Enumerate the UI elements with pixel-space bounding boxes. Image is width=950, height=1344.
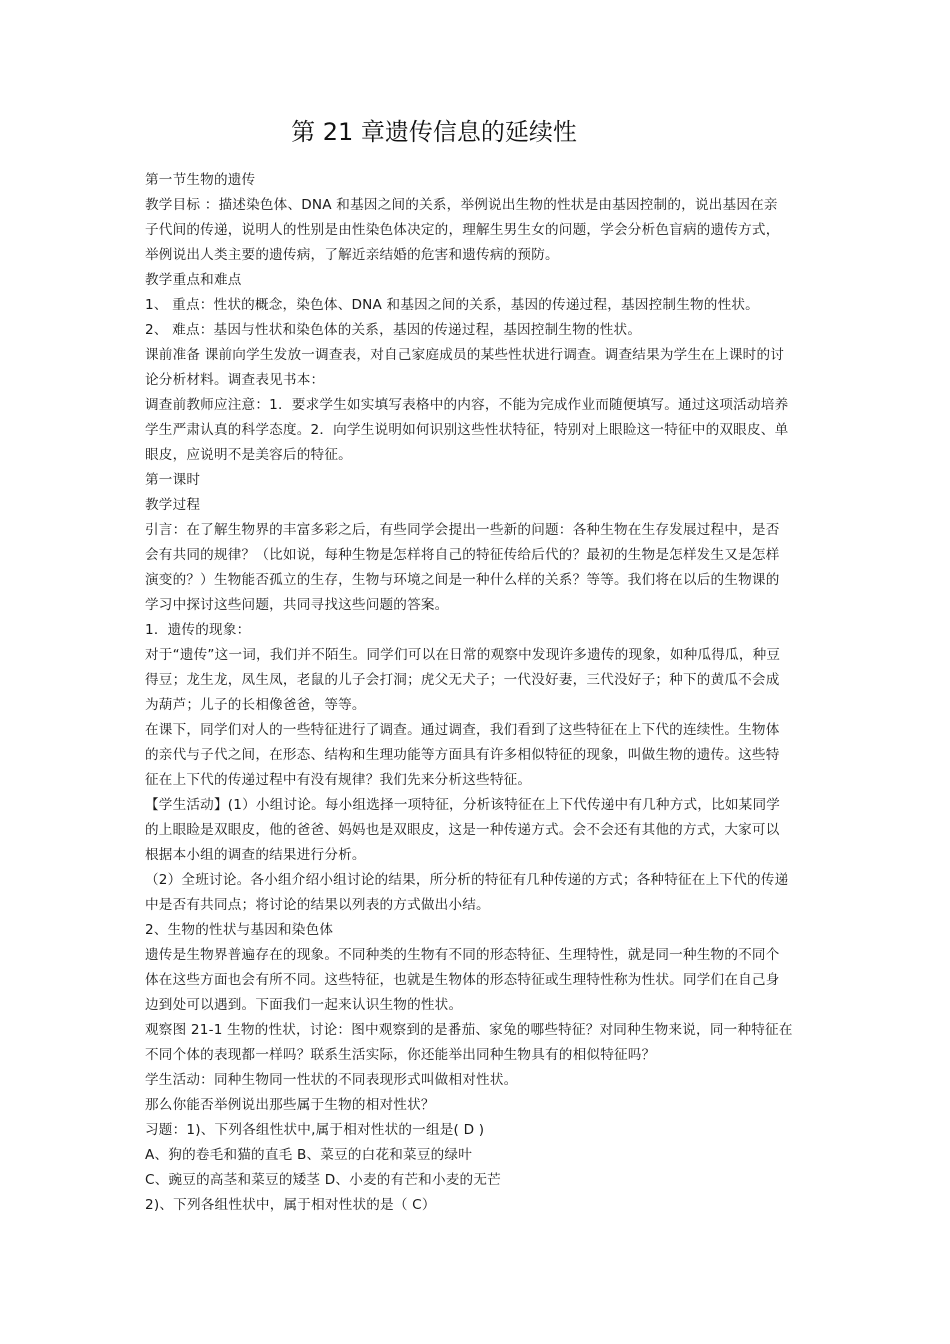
text-line: 中是否有共同点；将讨论的结果以列表的方式做出小结。 — [145, 897, 490, 913]
text-line: 1、 重点：性状的概念，染色体、DNA 和基因之间的关系，基因的传递过程，基因控制生物的性状。 — [145, 297, 759, 313]
text-line: 体在这些方面也会有所不同。这些特征，也就是生物体的形态特征或生理特性称为性状。同学们在自己身 — [145, 972, 780, 988]
text-line: 不同个体的表现都一样吗？联系生活实际，你还能举出同种生物具有的相似特征吗？ — [145, 1047, 656, 1063]
text-line: 的上眼睑是双眼皮，他的爸爸、妈妈也是双眼皮，这是一种传递方式。会不会还有其他的方式，大家可以 — [145, 822, 780, 838]
text-line: A、狗的卷毛和猫的直毛 B、菜豆的白花和菜豆的绿叶 — [145, 1147, 473, 1163]
text-line: 子代间的传递，说明人的性别是由性染色体决定的，理解生男生女的问题，学会分析色盲病的遗传方式， — [145, 222, 780, 238]
text-line: （2）全班讨论。各小组介绍小组讨论的结果，所分析的特征有几种传递的方式；各种特征在上下代的传递 — [145, 872, 789, 888]
text-line: 演变的？）生物能否孤立的生存，生物与环境之间是一种什么样的关系？等等。我们将在以后的生物课的 — [145, 572, 780, 588]
text-line: 【学生活动】(1）小组讨论。每小组选择一项特征，分析该特征在上下代传递中有几种方式，比如某同学 — [145, 797, 781, 813]
text-line: 教学过程 — [145, 497, 201, 513]
text-line: 那么你能否举例说出那些属于生物的相对性状？ — [145, 1097, 435, 1113]
text-line: 边到处可以遇到。下面我们一起来认识生物的性状。 — [145, 997, 463, 1013]
text-line: 1．遗传的现象： — [145, 622, 251, 638]
text-line: 课前准备 课前向学生发放一调查表，对自己家庭成员的某些性状进行调查。调查结果为学生在上课时的讨 — [145, 347, 785, 363]
text-line: 遗传是生物界普遍存在的现象。不同种类的生物有不同的形态特征、生理特性，就是同一种生物的不同个 — [145, 947, 780, 963]
text-line: 得豆；龙生龙，凤生凤，老鼠的儿子会打洞；虎父无犬子；一代没好妻，三代没好子；种下的黄瓜不会成 — [145, 672, 780, 688]
text-line: 眼皮，应说明不是美容后的特征。 — [145, 447, 352, 463]
text-line: 根据本小组的调查的结果进行分析。 — [145, 847, 366, 863]
text-line: 2、生物的性状与基因和染色体 — [145, 922, 334, 938]
text-line: 论分析材料。调查表见书本： — [145, 372, 325, 388]
text-line: 2、 难点：基因与性状和染色体的关系，基因的传递过程，基因控制生物的性状。 — [145, 322, 642, 338]
text-line: 对于“遗传”这一词，我们并不陌生。同学们可以在日常的观察中发现许多遗传的现象，如种瓜得瓜，种豆 — [145, 647, 781, 663]
text-line: C、豌豆的高茎和菜豆的矮茎 D、小麦的有芒和小麦的无芒 — [145, 1172, 501, 1188]
text-line: 习题：1)、下列各组性状中,属于相对性状的一组是( D ) — [145, 1122, 485, 1138]
text-line: 调查前教师应注意：1．要求学生如实填写表格中的内容，不能为完成作业而随便填写。通过这项活动培养 — [145, 397, 789, 413]
text-line: 第一节生物的遗传 — [145, 172, 256, 188]
text-line: 学生活动：同种生物同一性状的不同表现形式叫做相对性状。 — [145, 1072, 518, 1088]
text-line: 为葫芦；儿子的长相像爸爸，等等。 — [145, 697, 366, 713]
text-line: 教学重点和难点 — [145, 272, 242, 288]
text-line: 在课下，同学们对人的一些特征进行了调查。通过调查，我们看到了这些特征在上下代的连续性。生物体 — [145, 722, 780, 738]
text-line: 会有共同的规律？（比如说，每种生物是怎样将自己的特征传给后代的？最初的生物是怎样发生又是怎样 — [145, 547, 780, 563]
text-line: 举例说出人类主要的遗传病，了解近亲结婚的危害和遗传病的预防。 — [145, 247, 559, 263]
text-line: 引言：在了解生物界的丰富多彩之后，有些同学会提出一些新的问题：各种生物在生存发展过程中，是否 — [145, 522, 780, 538]
text-line: 观察图 21-1 生物的性状，讨论：图中观察到的是番茄、家兔的哪些特征？对同种生物来说，同一种特征在 — [145, 1022, 793, 1038]
text-line: 教学目标 ：描述染色体、DNA 和基因之间的关系，举例说出生物的性状是由基因控制的，说出基因在亲 — [145, 197, 778, 213]
document-body — [145, 168, 813, 1218]
text-line: 征在上下代的传递过程中有没有规律？我们先来分析这些特征。 — [145, 772, 532, 788]
text-line: 2)、下列各组性状中，属于相对性状的是（ C） — [145, 1197, 436, 1213]
text-line: 第一课时 — [145, 472, 201, 488]
text-line: 的亲代与子代之间，在形态、结构和生理功能等方面具有许多相似特征的现象，叫做生物的遗传。这些特 — [145, 747, 780, 763]
text-line: 学习中探讨这些问题，共同寻找这些问题的答案。 — [145, 597, 449, 613]
document-title: 第 21 章遗传信息的延续性 — [291, 118, 577, 146]
text-line: 学生严肃认真的科学态度。2．向学生说明如何识别这些性状特征，特别对上眼睑这一特征中的双眼皮、单 — [145, 422, 789, 438]
